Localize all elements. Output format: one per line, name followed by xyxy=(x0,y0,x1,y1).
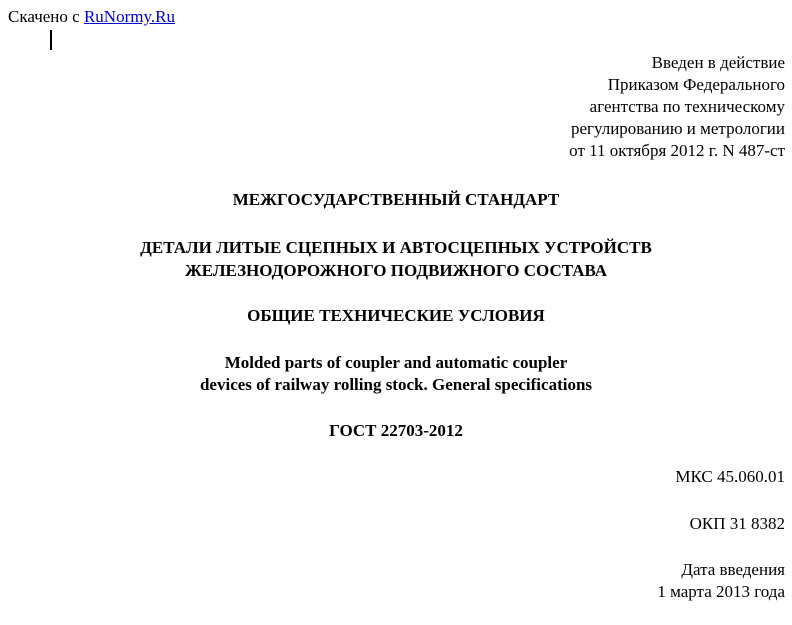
runormy-link[interactable]: RuNormy.Ru xyxy=(83,7,175,26)
enactment-line: агентства по техническому xyxy=(589,97,785,116)
enactment-line: регулированию и метрологии xyxy=(570,119,785,138)
source-line xyxy=(8,7,175,27)
mks-code: МКС 45.060.01 xyxy=(675,467,785,486)
english-title-line: Molded parts of coupler and automatic coupler xyxy=(224,353,568,372)
russian-title-line: ЖЕЛЕЗНОДОРОЖНОГО ПОДВИЖНОГО СОСТАВА xyxy=(184,261,608,280)
introduction-date-label: Дата введения xyxy=(681,560,785,579)
standard-type-heading: МЕЖГОСУДАРСТВЕННЫЙ СТАНДАРТ xyxy=(232,190,560,209)
enactment-line: Приказом Федерального xyxy=(607,75,785,94)
russian-subtitle: ОБЩИЕ ТЕХНИЧЕСКИЕ УСЛОВИЯ xyxy=(247,306,545,325)
text-cursor xyxy=(50,30,52,50)
english-title-line: devices of railway rolling stock. General specifications xyxy=(199,375,593,394)
russian-title xyxy=(0,236,792,282)
english-title xyxy=(0,352,792,396)
introduction-date xyxy=(657,559,785,603)
russian-title-line: ДЕТАЛИ ЛИТЫЕ СЦЕПНЫХ И АВТОСЦЕПНЫХ УСТРОЙСТВ xyxy=(140,238,652,257)
okp-code: ОКП 31 8382 xyxy=(689,514,785,533)
enactment-line: от 11 октября 2012 г. N 487-ст xyxy=(569,141,785,160)
gost-number: ГОСТ 22703-2012 xyxy=(329,421,463,440)
source-prefix: Скачено с xyxy=(8,7,84,26)
enactment-line: Введен в действие xyxy=(651,53,785,72)
enactment-note xyxy=(569,52,785,162)
introduction-date-value: 1 марта 2013 года xyxy=(657,582,785,601)
